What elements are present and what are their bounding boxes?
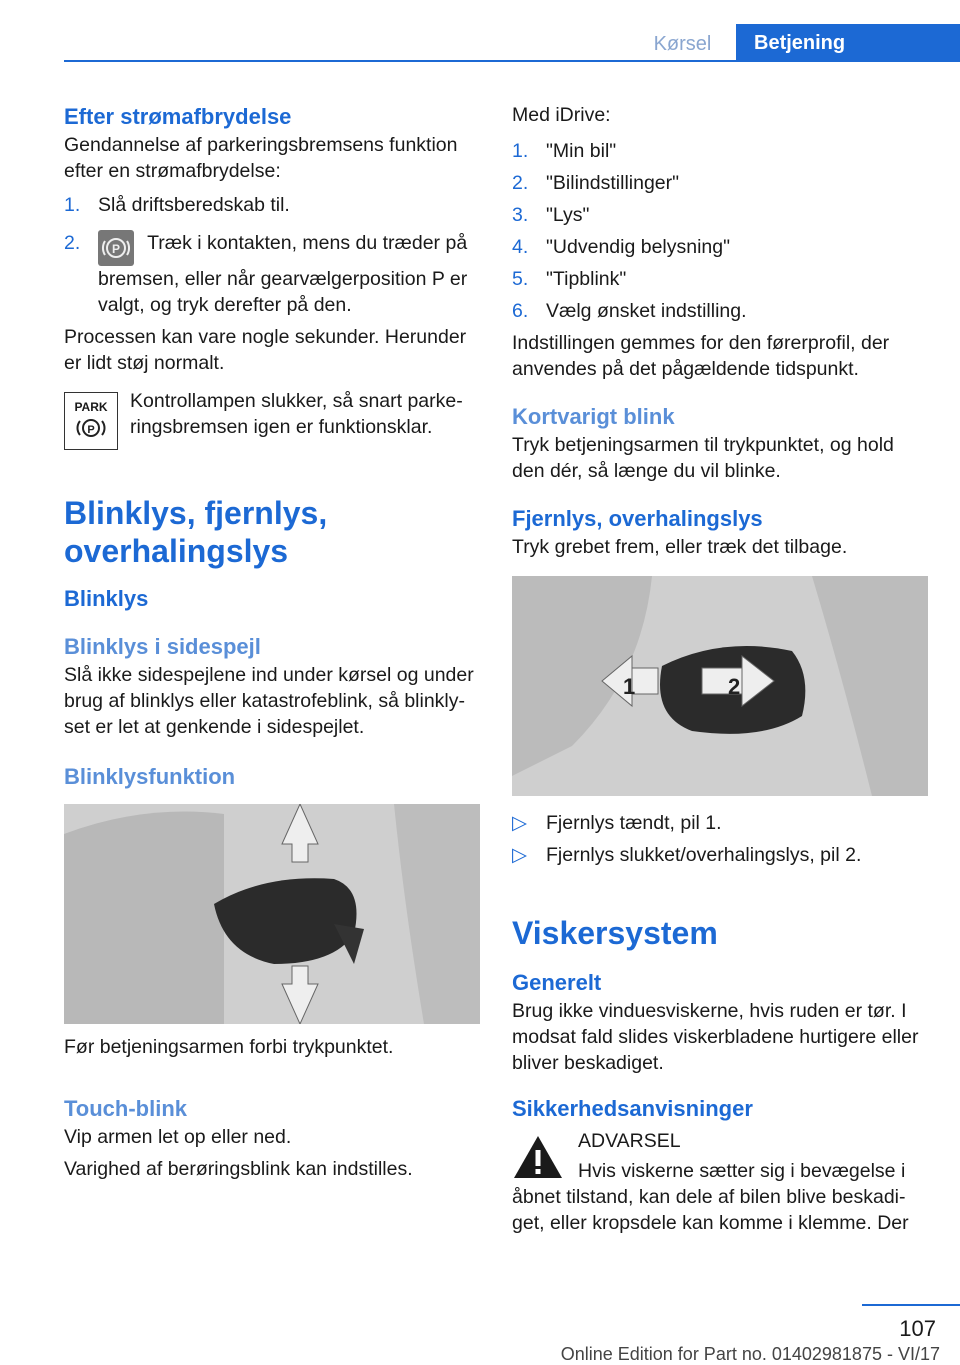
para-fjernlys: Tryk grebet frem, eller træk det tilbage.	[512, 536, 848, 558]
heading-generelt: Generelt	[512, 970, 602, 995]
step-text: Slå driftsberedskab til.	[98, 194, 290, 216]
list-item	[512, 842, 928, 868]
arrow-label-2: 2	[728, 674, 741, 699]
step-text: "Tipblink"	[546, 268, 627, 290]
para-idrive: Med iDrive:	[512, 104, 611, 126]
list-item	[512, 234, 928, 260]
list-item	[512, 298, 928, 324]
step-number: 4.	[512, 236, 529, 258]
list-item	[512, 170, 928, 196]
heading-power-failure: Efter strømafbrydelse	[64, 104, 292, 129]
heading-sidespejl: Blinklys i sidespejl	[64, 634, 261, 659]
heading-blinklys: Blinklys	[64, 586, 149, 611]
para-process: Processen kan vare nogle sekunder. Herunder er lidt støj normalt.	[64, 326, 467, 374]
step-number: 1.	[64, 194, 81, 216]
step-number: 2.	[512, 172, 529, 194]
step-text: Vælg ønsket indstilling.	[546, 300, 747, 322]
left-column	[64, 102, 484, 1182]
park-lamp-icon	[64, 392, 118, 450]
list-item	[512, 266, 928, 292]
para-power: Gendannelse af parkeringsbremsens funktion efter en strømafbrydelse:	[64, 134, 458, 182]
tab-korsel[interactable]: Kørsel	[653, 33, 712, 55]
park-label: PARK	[74, 400, 108, 414]
para-sidespejl: Slå ikke sidespejlene ind under kørsel og under brug af blinklys eller katastrofeblink, så blinklyset er let at genkende i sidespejlet.	[64, 664, 474, 738]
heading-blinklysfunktion: Blinklysfunktion	[64, 764, 236, 789]
high-beam-bullets	[512, 810, 928, 868]
step-text: "Udvendig belysning"	[546, 236, 731, 258]
step-number: 1.	[512, 140, 529, 162]
step-text: "Lys"	[546, 204, 590, 226]
step-text: Træk i kontakten, mens du træder på bremsen, eller når gearvælgerposition P er valgt, og tryk derefter på den.	[98, 232, 468, 316]
list-item	[64, 192, 484, 218]
step-number: 6.	[512, 300, 529, 322]
para-kortvarigt: Tryk betjeningsarmen til trykpunktet, og hold den dér, så længe du vil blinke.	[512, 434, 894, 482]
bullet-text: Fjernlys slukket/overhalingslys, pil 2.	[546, 844, 862, 866]
park-indicator-block	[64, 388, 484, 464]
heading-blinklys-fjernlys: Blinklys, fjernlys, overhalingslys	[64, 495, 328, 569]
page-number: 107	[899, 1316, 936, 1341]
warning-triangle-icon	[512, 1134, 564, 1180]
svg-text:P: P	[111, 242, 121, 256]
footer-line	[862, 1304, 960, 1306]
warning-title: ADVARSEL	[578, 1130, 681, 1152]
warning-text-rest: åbnet tilstand, kan dele af bilen blive beskadiget, eller kropsdele kan komme i klemme. Der	[512, 1186, 909, 1234]
figure-turn-signal-lever	[64, 804, 480, 1024]
arrow-label-1: 1	[623, 674, 636, 699]
right-column	[512, 102, 928, 1236]
para-touch1: Vip armen let op eller ned.	[64, 1126, 292, 1148]
para-lamp: Kontrollampen slukker, så snart parkeringsbremsen igen er funktionsklar.	[130, 390, 463, 438]
figure-high-beam-lever	[512, 576, 928, 796]
step-text: "Bilindstillinger"	[546, 172, 680, 194]
list-item	[512, 138, 928, 164]
para-saved: Indstillingen gemmes for den førerprofil, der anvendes på det pågældende tidspunkt.	[512, 332, 890, 380]
heading-fjernlys: Fjernlys, overhalingslys	[512, 506, 763, 531]
list-item	[512, 810, 928, 836]
step-number: 3.	[512, 204, 529, 226]
para-generelt: Brug ikke vinduesviskerne, hvis ruden er tør. I modsat fald slides viskerbladene hurtigere eller bliver beskadiget.	[512, 1000, 919, 1074]
heading-viskersystem: Viskersystem	[512, 915, 718, 951]
figure-caption: Før betjeningsarmen forbi trykpunktet.	[64, 1036, 394, 1058]
list-item	[64, 230, 484, 318]
heading-kortvarigt: Kortvarigt blink	[512, 404, 675, 429]
footer-edition: Online Edition for Part no. 01402981875 - VI/17	[560, 1344, 940, 1364]
idrive-steps	[512, 138, 928, 324]
bullet-text: Fjernlys tændt, pil 1.	[546, 812, 722, 834]
warning-text-line1: Hvis viskerne sætter sig i bevægelse i	[578, 1160, 906, 1182]
parking-brake-icon	[98, 230, 134, 266]
warning-block	[512, 1128, 928, 1236]
power-steps	[64, 192, 484, 318]
tab-betjening[interactable]: Betjening	[736, 24, 960, 62]
heading-touch-blink: Touch-blink	[64, 1096, 188, 1121]
heading-sikkerhed: Sikkerhedsanvisninger	[512, 1096, 753, 1121]
bullet-marker: ▷	[512, 844, 527, 866]
svg-text:P: P	[87, 424, 95, 436]
step-number: 5.	[512, 268, 529, 290]
list-item	[512, 202, 928, 228]
para-touch2: Varighed af berøringsblink kan indstilles.	[64, 1158, 413, 1180]
step-number: 2.	[64, 232, 81, 254]
step-text: "Min bil"	[546, 140, 617, 162]
bullet-marker: ▷	[512, 812, 527, 834]
